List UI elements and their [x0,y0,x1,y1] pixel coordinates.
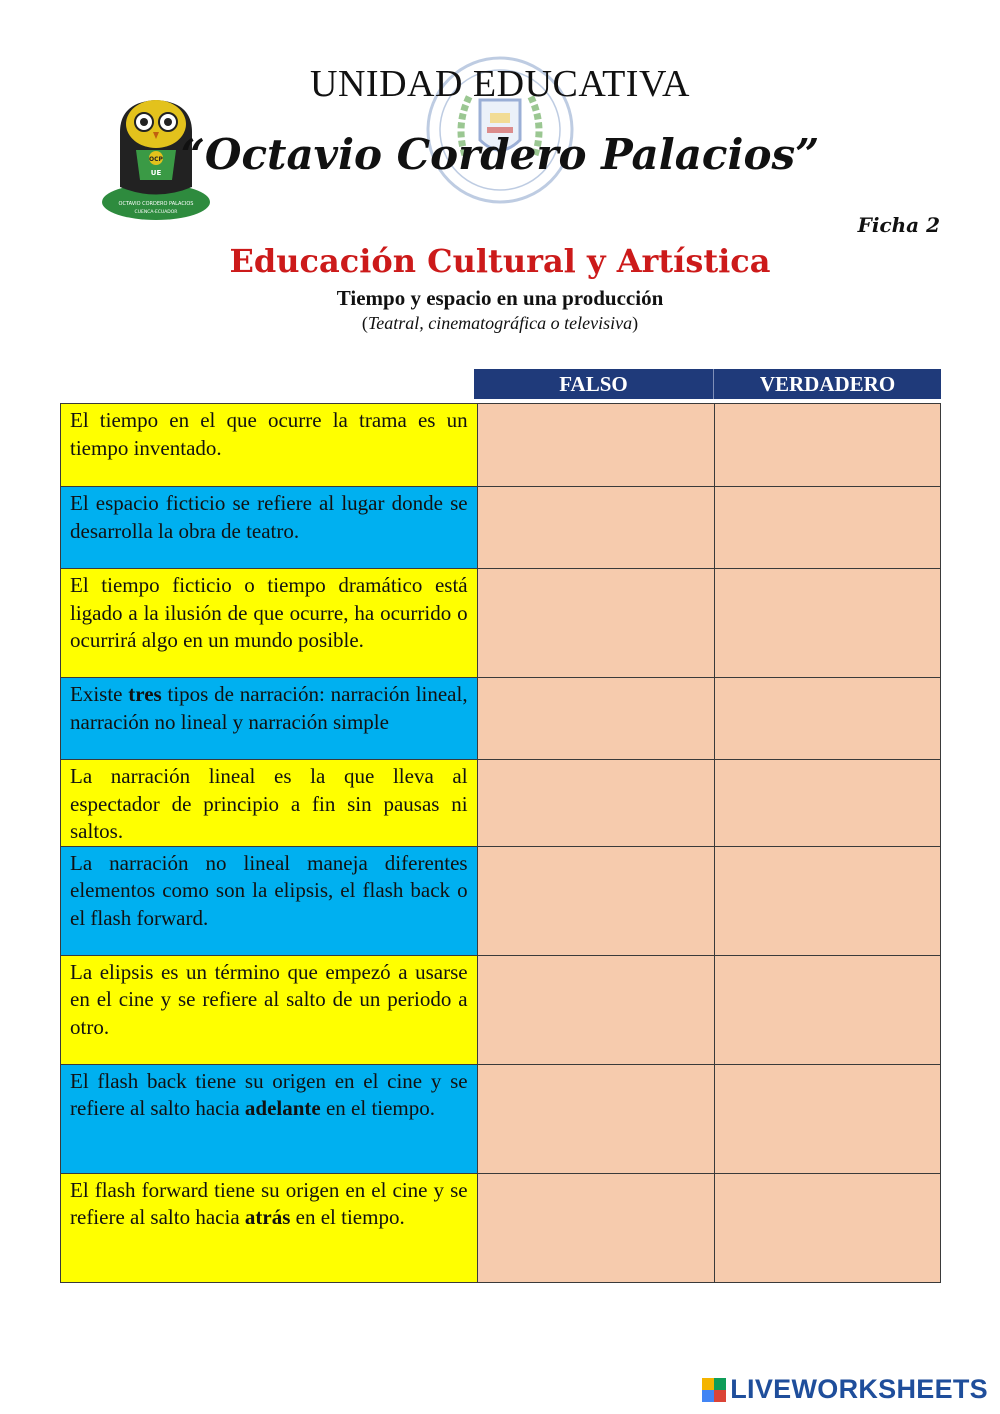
statement-keyword: tres [128,682,162,706]
statement-row [61,955,941,1064]
statement-text [61,846,478,955]
column-header-true: VERDADERO [759,371,896,396]
answer-cell-true[interactable] [715,569,941,678]
statement-text [61,569,478,678]
statement-fragment: El tiempo en el que ocurre la trama es un tiempo inventado. [70,408,468,460]
statement-row [61,760,941,847]
statement-row [61,569,941,678]
statement-text [61,1173,478,1282]
answer-cell-false[interactable] [477,846,715,955]
column-header-false: FALSO [474,369,714,399]
svg-text:OCP: OCP [149,156,163,163]
statement-row [61,1173,941,1282]
statement-fragment: tipos de narración: narración lineal, narración no lineal y narración simple [70,682,468,734]
statement-row [61,846,941,955]
true-false-table [60,403,941,1283]
answer-columns-header [474,369,941,399]
statement-fragment: El espacio ficticio se refiere al lugar donde se desarrolla la obra de teatro. [70,491,468,543]
statement-text [61,955,478,1064]
statement-fragment: en el tiempo. [320,1096,436,1120]
statement-fragment: La narración lineal es la que lleva al espectador de principio a fin sin pausas ni saltos. [70,764,468,843]
statement-keyword: atrás [244,1205,291,1229]
subject-title: Educación Cultural y Artística [229,242,771,280]
worksheet-number: Ficha 2 [857,213,940,237]
liveworksheets-icon [702,1378,726,1402]
school-name-line2: “Octavio Cordero Palacios” [180,130,820,179]
answer-cell-true[interactable] [715,955,941,1064]
statement-text [61,678,478,760]
answer-cell-true[interactable] [715,760,941,847]
statement-fragment: El flash back tiene su origen en el cine y se refiere al salto hacia [70,1068,468,1120]
statement-fragment: Existe [70,682,129,706]
statement-row [61,487,941,569]
statement-text [61,1064,478,1173]
statement-keyword: adelante [244,1096,321,1120]
topic-title: Tiempo y espacio en una producción [336,286,664,310]
school-name-line1: UNIDAD EDUCATIVA [310,63,690,105]
svg-text:UE: UE [150,169,162,177]
answer-cell-false[interactable] [477,678,715,760]
statement-fragment: El tiempo ficticio o tiempo dramático está ligado a la ilusión de que ocurre, ha ocurrido o ocurrirá algo en un mundo posible. [70,573,468,652]
answer-cell-true[interactable] [715,678,941,760]
answer-cell-true[interactable] [715,1064,941,1173]
liveworksheets-text: LIVEWORKSHEETS [730,1374,988,1404]
answer-cell-false[interactable] [477,760,715,847]
answer-cell-false[interactable] [477,404,715,487]
answer-cell-false[interactable] [477,955,715,1064]
svg-text:OCTAVIO CORDERO PALACIOS: OCTAVIO CORDERO PALACIOS [118,201,194,207]
answer-cell-false[interactable] [477,1064,715,1173]
statement-row [61,1064,941,1173]
answer-cell-true[interactable] [715,487,941,569]
answer-cell-true[interactable] [715,846,941,955]
statement-text [61,760,478,847]
statement-fragment: La narración no lineal maneja diferentes elementos como son la elipsis, el flash back o el flash forward. [70,850,468,930]
answer-cell-true[interactable] [715,404,941,487]
answer-cell-false[interactable] [477,1173,715,1282]
statement-text [61,487,478,569]
statement-fragment: La elipsis es un término que empezó a usarse en el cine y se refiere al salto de un periodo a otro. [70,959,468,1039]
liveworksheets-brand [702,1374,988,1405]
answer-cell-false[interactable] [477,487,715,569]
topic-subtitle: (Teatral, cinematográfica o televisiva) [361,313,639,333]
statement-row [61,678,941,760]
statement-row [61,404,941,487]
statement-fragment: El flash forward tiene su origen en el cine y se refiere al salto hacia [70,1177,468,1229]
answer-cell-false[interactable] [477,569,715,678]
svg-text:CUENCA-ECUADOR: CUENCA-ECUADOR [134,210,178,215]
statement-text [61,404,478,487]
statement-fragment: en el tiempo. [290,1205,405,1229]
answer-cell-true[interactable] [715,1173,941,1282]
